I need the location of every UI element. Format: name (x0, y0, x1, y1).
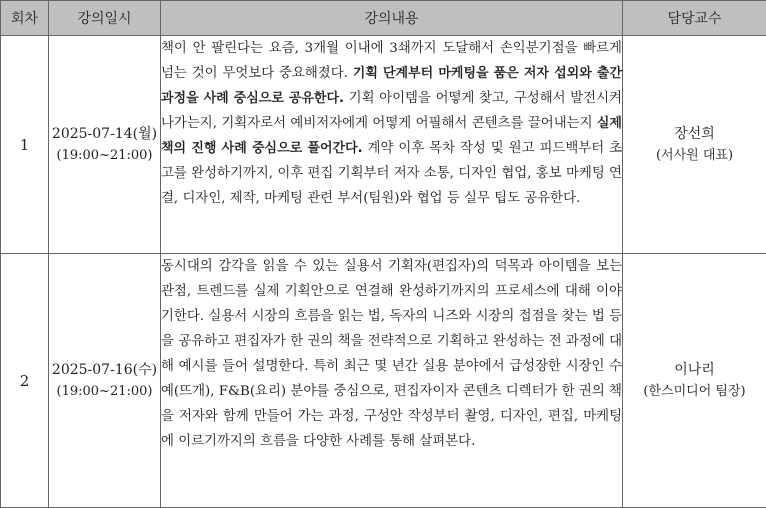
lecture-date: 2025-07-16(수) (51, 361, 158, 378)
content-emphasis: 기획 단계부터 마케팅을 품은 저자 섭외와 출간 과정을 사례 중심으로 공유한다. (161, 66, 622, 106)
header-round: 회차 (1, 1, 49, 36)
content-text: 계약 이후 목차 작성 및 원고 피드백부터 초고를 완성하기까지, 이후 편집 기획부터 저자 소통, 디자인 협업, 홍보 마케팅 연결, 디자인, 제작, 마케팅 관련 부서(팀원)와 협업 등 실무 팁도 공유한다. (161, 141, 623, 206)
header-date: 강의일시 (49, 1, 161, 36)
lecture-content (161, 36, 623, 254)
round-number: 1 (1, 36, 49, 254)
professor-affiliation: (서사원 대표) (655, 147, 734, 163)
table-header-row (1, 1, 766, 36)
table-row (1, 36, 766, 254)
header-professor: 담당교수 (623, 1, 766, 36)
professor-cell (623, 36, 766, 254)
professor-affiliation: (한스미디어 팀장) (643, 383, 746, 399)
content-text: 기획 아이템을 어떻게 찾고, 구성해서 발전시켜 나가는지, 기획자로서 예비저자에게 어떻게 어필해서 콘텐츠를 끌어내는지 (161, 91, 622, 131)
content-text: 책이 안 팔린다는 요즘, 3개월 이내에 3쇄까지 도달해서 손익분기점을 빠르게 넘는 것이 무엇보다 중요해졌다. (161, 41, 622, 81)
lecture-content: 동시대의 감각을 읽을 수 있는 실용서 기획자(편집자)의 덕목과 아이템을 보는 관점, 트렌드를 실제 기획안으로 연결해 완성하기까지의 프로세스에 대해 이야기한다. 실용서 시장의 흐름을 읽는 법, 독자의 니즈와 시장의 접점을 찾는 법 등을 공유하고 편집자가 한 권의 책을 전략적으로 기획하고 완성하는 전 과정에 대해 예시를 들어 설명한다. 특히 최근 몇 년간 실용 분야에서 급성장한 시장인 수예(뜨개), F&B(요리) 분야를 중심으로, 편집자이자 콘텐츠 디렉터가 한 권의 책을 저자와 함께 만들어 가는 과정, 구성안 작성부터 촬영, 디자인, 편집, 마케팅에 이르기까지의 흐름을 다양한 사례를 통해 살펴본다. (161, 254, 623, 508)
professor-cell (623, 254, 766, 508)
content-emphasis: 실제 책의 진행 사례 중심으로 풀어간다. (161, 116, 622, 156)
lecture-datetime (49, 36, 161, 254)
round-number: 2 (1, 254, 49, 508)
lecture-time: (19:00~21:00) (56, 383, 153, 399)
table-row (1, 254, 766, 508)
professor-name: 장선희 (674, 125, 715, 142)
header-content: 강의내용 (161, 1, 623, 36)
professor-name: 이나리 (674, 361, 715, 378)
lecture-time: (19:00~21:00) (56, 147, 153, 163)
lecture-date: 2025-07-14(월) (51, 125, 158, 142)
lecture-datetime (49, 254, 161, 508)
